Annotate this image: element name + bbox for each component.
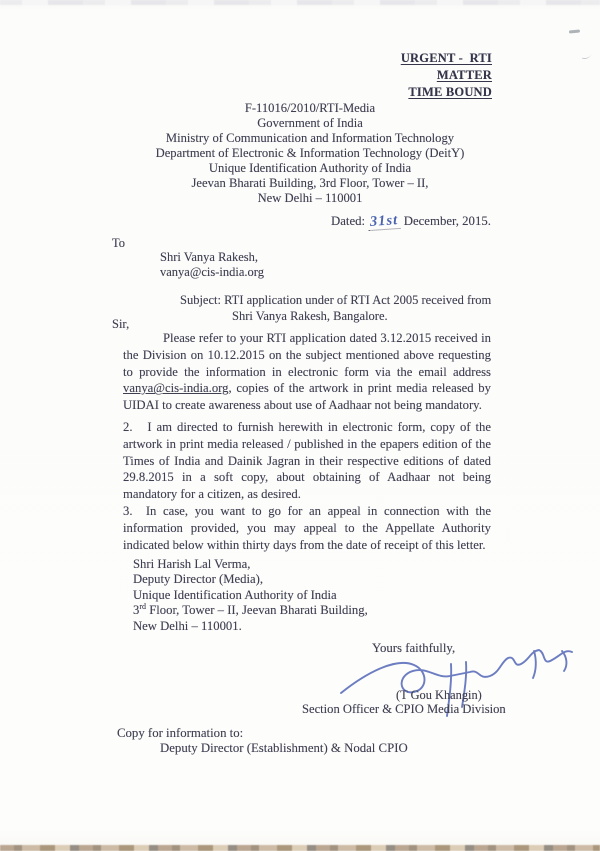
appellate-address-ordinal: rd [139, 601, 147, 611]
date-line [331, 214, 491, 230]
appellate-org: Unique Identification Authority of India [133, 587, 337, 602]
letterhead-govt: Government of India [257, 116, 363, 130]
letterhead [20, 101, 600, 206]
subject-block [180, 293, 510, 324]
file-number: F-11016/2010/RTI-Media [244, 101, 376, 115]
subject-line2: Shri Vanya Rakesh, Bangalore. [232, 308, 388, 323]
appellate-authority-block [133, 557, 368, 634]
valediction: Yours faithfully, [372, 641, 456, 655]
letterhead-authority: Unique Identification Authority of India [208, 161, 412, 175]
scan-artifact-pen-curl [582, 50, 592, 61]
appellate-name: Shri Harish Lal Verma, [133, 557, 251, 571]
appellate-address [133, 603, 368, 618]
handwritten-date: 31st [368, 213, 401, 231]
recipient-name: Shri Vanya Rakesh, [160, 250, 259, 264]
paragraph-1 [123, 330, 491, 414]
appellate-designation: Deputy Director (Media), [133, 572, 263, 587]
signer-title: Section Officer & CPIO Media Division [302, 702, 506, 716]
recipient-block [160, 250, 264, 279]
paragraph-1-email-link: vanya@cis-india.org [123, 381, 229, 396]
subject-label: Subject: [180, 293, 221, 307]
letterhead-department: Department of Electronic & Information Technology (DeitY) [155, 146, 465, 160]
appellate-address-num: 3 [133, 603, 140, 618]
subject-text: RTI application under of RTI Act 2005 received from [224, 293, 492, 307]
appellate-address-rest: Floor, Tower – II, Jeevan Bharati Building, [146, 603, 368, 618]
letterhead-ministry: Ministry of Communication and Information Technology [165, 131, 455, 145]
copy-info-label: Copy for information to: [117, 726, 244, 740]
urgency-stamp-line2: TIME BOUND [408, 85, 492, 99]
letterhead-city: New Delhi – 110001 [257, 191, 363, 205]
date-rest: December, 2015. [403, 214, 491, 228]
recipient-email: vanya@cis-india.org [160, 264, 264, 279]
paragraph-1-text: Please refer to your RTI application dated 3.12.2015 received in the Division on 10.12.2015 on the subject mentioned above requesting to provide the information in electronic form via the email address [123, 331, 491, 379]
letterhead-address: Jeevan Bharati Building, 3rd Floor, Tower – II, [191, 176, 429, 190]
paragraph-2: 2. I am directed to furnish herewith in electronic form, copy of the artwork in print media released / published in the epapers edition of the Times of India and Dainik Jagran in their respective editions of dated 29.8.2015 in a soft copy, about obtaining of Aadhaar not being mandatory for a citizen, as desired. [123, 420, 491, 502]
date-label: Dated: [331, 214, 366, 228]
urgency-stamp [352, 50, 492, 101]
scan-artifact-pen-dash [569, 29, 580, 33]
scan-artifact-bottom-edge [0, 845, 600, 851]
subject-line1 [180, 293, 510, 309]
paragraph-3: 3. In case, you want to go for an appeal in connection with the information provided, you may appeal to the Appellate Authority indicated below within thirty days from the date of receipt of this letter. [123, 504, 491, 552]
scan-artifact-top-edge [0, 0, 600, 5]
paragraph-1-text-after: , copies of the artwork in print media released by UIDAI to create awareness about use of Aadhaar not being mandatory. [123, 381, 491, 413]
copy-info-recipient: Deputy Director (Establishment) & Nodal CPIO [160, 741, 408, 755]
urgency-stamp-line1: URGENT - RTI MATTER [400, 51, 492, 82]
appellate-city: New Delhi – 110001. [133, 618, 242, 633]
signer-name: (T Gou Khangin) [396, 688, 482, 702]
salutation: Sir, [112, 317, 130, 331]
to-label: To [112, 236, 126, 250]
